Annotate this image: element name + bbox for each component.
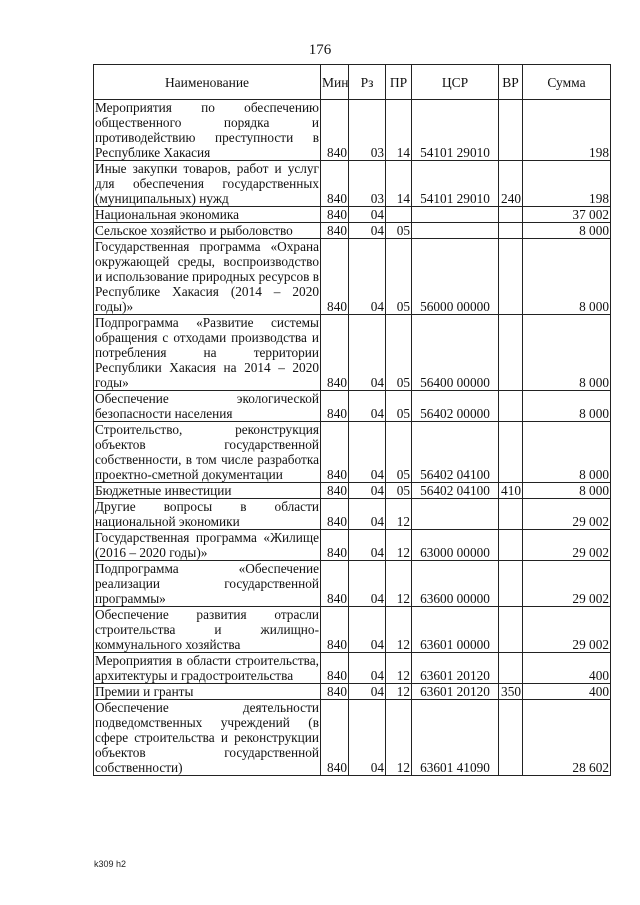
cell-pr: 05 (386, 422, 412, 483)
cell-vr (499, 391, 523, 422)
cell-min: 840 (321, 684, 349, 700)
cell-pr: 12 (386, 700, 412, 776)
cell-name: Бюджетные инвестиции (94, 483, 321, 499)
cell-sum: 8 000 (523, 422, 611, 483)
cell-pr: 05 (386, 239, 412, 315)
header-vr: ВР (499, 65, 523, 100)
cell-sum: 29 002 (523, 561, 611, 607)
cell-rz: 04 (349, 239, 386, 315)
cell-rz: 04 (349, 684, 386, 700)
cell-csr: 63601 20120 (412, 653, 499, 684)
table-body (94, 100, 611, 776)
table-row (94, 422, 611, 483)
cell-vr (499, 607, 523, 653)
cell-pr: 14 (386, 100, 412, 161)
header-name: Наименование (94, 65, 321, 100)
cell-rz: 04 (349, 207, 386, 223)
header-pr: ПР (386, 65, 412, 100)
cell-name: Государственная программа «Охрана окружающей среды, воспроизводство и использование природных ресурсов в Республике Хакасия (2014 – 2020 годы)» (95, 239, 319, 314)
cell-pr: 12 (386, 607, 412, 653)
cell-min: 840 (321, 499, 349, 530)
cell-name: Иные закупки товаров, работ и услуг для обеспечения государственных (муниципальных) нужд (95, 161, 319, 206)
cell-sum: 29 002 (523, 499, 611, 530)
cell-rz: 04 (349, 391, 386, 422)
cell-rz: 04 (349, 700, 386, 776)
cell-min: 840 (321, 653, 349, 684)
header-sum: Сумма (523, 65, 611, 100)
cell-name: Национальная экономика (94, 207, 321, 223)
cell-vr (499, 239, 523, 315)
cell-csr (412, 499, 499, 530)
cell-min: 840 (321, 223, 349, 239)
cell-name: Подпрограмма «Обеспечение реализации государственной программы» (95, 561, 319, 606)
cell-min: 840 (321, 422, 349, 483)
cell-name: Другие вопросы в области национальной экономики (95, 499, 319, 529)
cell-min: 840 (321, 391, 349, 422)
cell-sum: 8 000 (523, 315, 611, 391)
cell-pr: 12 (386, 530, 412, 561)
table-row (94, 499, 611, 530)
cell-csr (412, 223, 499, 239)
table-row (94, 561, 611, 607)
cell-min: 840 (321, 315, 349, 391)
cell-csr: 63601 20120 (412, 684, 499, 700)
cell-rz: 03 (349, 161, 386, 207)
budget-table (93, 64, 611, 776)
cell-min: 840 (321, 700, 349, 776)
cell-sum: 37 002 (523, 207, 611, 223)
cell-csr: 63000 00000 (412, 530, 499, 561)
cell-csr: 56400 00000 (412, 315, 499, 391)
cell-rz: 04 (349, 422, 386, 483)
cell-min: 840 (321, 483, 349, 499)
cell-name: Государственная программа «Жилище (2016 – 2020 годы)» (95, 530, 319, 560)
table-row (94, 530, 611, 561)
cell-sum: 28 602 (523, 700, 611, 776)
cell-pr: 05 (386, 483, 412, 499)
table-row (94, 315, 611, 391)
cell-pr: 12 (386, 653, 412, 684)
cell-name: Мероприятия в области строительства, архитектуры и градостроительства (95, 653, 319, 683)
cell-csr: 56402 04100 (412, 422, 499, 483)
table-row (94, 207, 611, 223)
cell-vr (499, 223, 523, 239)
cell-sum: 400 (523, 653, 611, 684)
cell-name: Сельское хозяйство и рыболовство (94, 223, 321, 239)
cell-name: Обеспечение развития отрасли строительства и жилищно-коммунального хозяйства (95, 607, 319, 652)
cell-vr (499, 207, 523, 223)
cell-vr: 240 (499, 161, 523, 207)
cell-rz: 04 (349, 483, 386, 499)
cell-vr (499, 561, 523, 607)
cell-pr: 12 (386, 499, 412, 530)
cell-vr: 410 (499, 483, 523, 499)
cell-rz: 04 (349, 530, 386, 561)
cell-min: 840 (321, 561, 349, 607)
cell-sum: 198 (523, 161, 611, 207)
cell-csr: 54101 29010 (412, 100, 499, 161)
cell-csr: 56000 00000 (412, 239, 499, 315)
cell-pr: 12 (386, 684, 412, 700)
cell-pr: 12 (386, 561, 412, 607)
table-row (94, 607, 611, 653)
cell-name: Обеспечение экологической безопасности населения (95, 391, 319, 421)
cell-vr (499, 700, 523, 776)
cell-vr (499, 422, 523, 483)
cell-csr: 56402 00000 (412, 391, 499, 422)
table-row (94, 223, 611, 239)
cell-min: 840 (321, 530, 349, 561)
cell-sum: 8 000 (523, 239, 611, 315)
cell-pr: 05 (386, 223, 412, 239)
cell-sum: 8 000 (523, 223, 611, 239)
cell-vr (499, 499, 523, 530)
cell-name: Мероприятия по обеспечению общественного порядка и противодействию преступности в Республике Хакасия (95, 100, 319, 160)
cell-csr: 63601 41090 (412, 700, 499, 776)
cell-csr: 56402 04100 (412, 483, 499, 499)
cell-name: Премии и гранты (94, 684, 321, 700)
cell-rz: 03 (349, 100, 386, 161)
table-header-row (94, 65, 611, 100)
cell-min: 840 (321, 239, 349, 315)
cell-vr (499, 100, 523, 161)
cell-csr: 54101 29010 (412, 161, 499, 207)
table-row (94, 391, 611, 422)
cell-vr (499, 653, 523, 684)
table-row (94, 161, 611, 207)
table-row (94, 653, 611, 684)
cell-pr (386, 207, 412, 223)
cell-vr (499, 530, 523, 561)
table-row (94, 483, 611, 499)
cell-vr (499, 315, 523, 391)
cell-pr: 05 (386, 391, 412, 422)
header-rz: Рз (349, 65, 386, 100)
cell-min: 840 (321, 207, 349, 223)
header-min: Мин (321, 65, 349, 100)
header-csr: ЦСР (412, 65, 499, 100)
table-row (94, 239, 611, 315)
cell-name: Обеспечение деятельности подведомственных учреждений (в сфере строительства и реконструкции объектов государственной собственности) (95, 700, 319, 775)
table-row (94, 100, 611, 161)
cell-rz: 04 (349, 499, 386, 530)
cell-csr (412, 207, 499, 223)
cell-name: Строительство, реконструкция объектов государственной собственности, в том числе разработка проектно-сметной документации (95, 422, 319, 482)
cell-rz: 04 (349, 223, 386, 239)
cell-csr: 63600 00000 (412, 561, 499, 607)
cell-sum: 29 002 (523, 607, 611, 653)
table-row (94, 700, 611, 776)
cell-name: Подпрограмма «Развитие системы обращения с отходами производства и потребления на территории Республики Хакасия на 2014 – 2020 годы» (95, 315, 319, 390)
cell-min: 840 (321, 607, 349, 653)
cell-rz: 04 (349, 315, 386, 391)
cell-rz: 04 (349, 561, 386, 607)
cell-rz: 04 (349, 607, 386, 653)
cell-pr: 14 (386, 161, 412, 207)
cell-sum: 400 (523, 684, 611, 700)
cell-vr: 350 (499, 684, 523, 700)
cell-min: 840 (321, 161, 349, 207)
cell-sum: 29 002 (523, 530, 611, 561)
cell-csr: 63601 00000 (412, 607, 499, 653)
footer-code: k309 h2 (94, 859, 127, 869)
cell-sum: 8 000 (523, 391, 611, 422)
cell-pr: 05 (386, 315, 412, 391)
cell-min: 840 (321, 100, 349, 161)
page-number: 176 (308, 42, 332, 58)
cell-rz: 04 (349, 653, 386, 684)
table-row (94, 684, 611, 700)
cell-sum: 198 (523, 100, 611, 161)
cell-sum: 8 000 (523, 483, 611, 499)
